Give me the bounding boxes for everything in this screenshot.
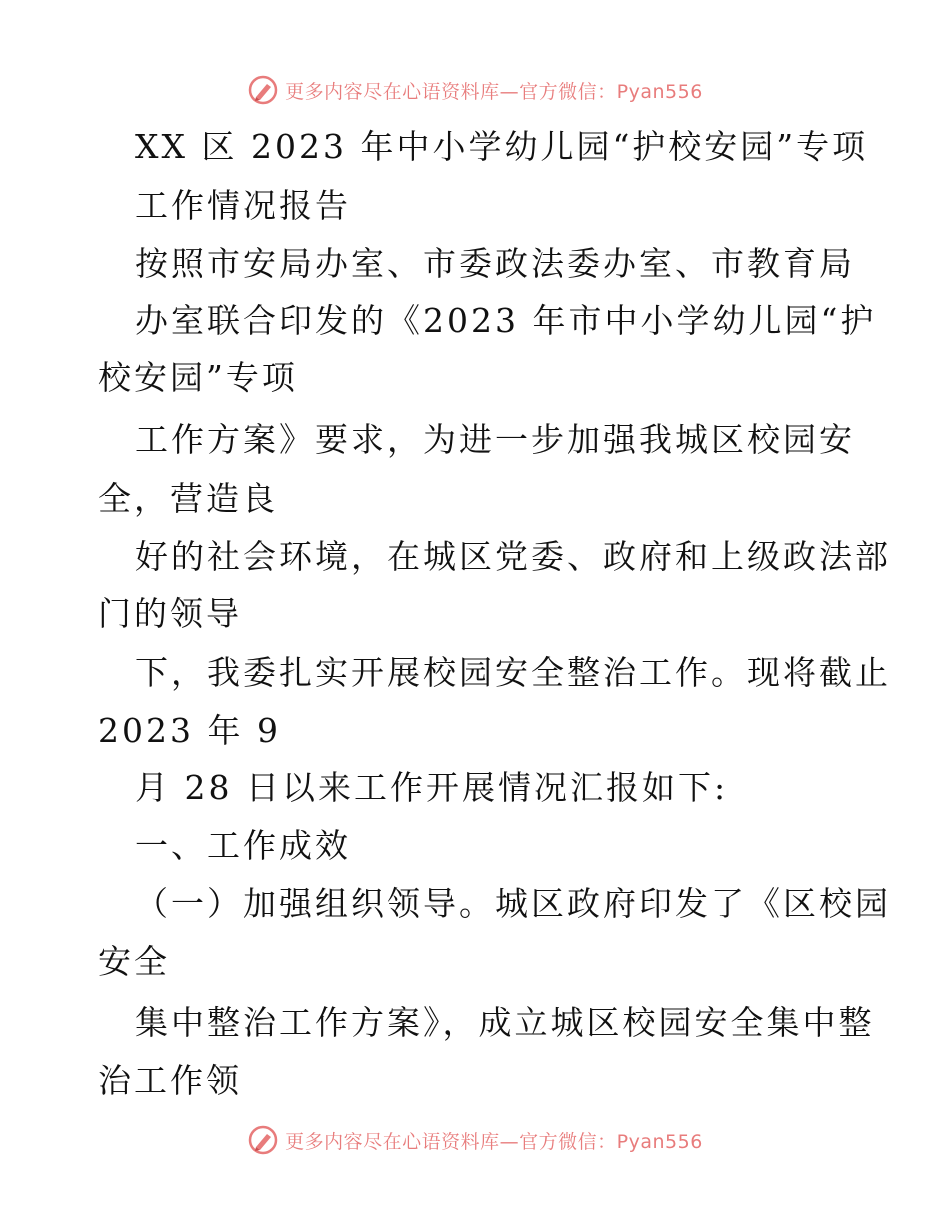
watermark-text: 更多内容尽在心语资料库—官方微信：Pyan556 [285, 1130, 703, 1153]
document-line: 下，我委扎实开展校园安全整治工作。现将截止 [135, 653, 891, 692]
document-line: 2023 年 9 [98, 711, 281, 750]
document-line: 全，营造良 [98, 479, 278, 518]
document-line: 安全 [98, 942, 170, 981]
document-line: 办室联合印发的《2023 年市中小学幼儿园“护 [135, 301, 877, 340]
pen-logo-icon [247, 1124, 279, 1156]
document-line: 校安园”专项 [98, 358, 298, 397]
pen-logo-icon [247, 74, 279, 106]
watermark-footer [0, 1120, 950, 1160]
document-line: 按照市安局办室、市委政法委办室、市教育局 [135, 244, 855, 283]
document-line: 一、工作成效 [135, 826, 351, 865]
watermark-header [0, 70, 950, 110]
document-line: 集中整治工作方案》，成立城区校园安全集中整 [135, 1003, 875, 1042]
watermark-text: 更多内容尽在心语资料库—官方微信：Pyan556 [285, 80, 703, 103]
document-line: 门的领导 [98, 594, 242, 633]
document-line: 工作情况报告 [135, 186, 351, 225]
document-line: 好的社会环境，在城区党委、政府和上级政法部 [135, 537, 891, 576]
document-line: 月 28 日以来工作开展情况汇报如下: [135, 768, 729, 807]
document-line: 工作方案》要求，为进一步加强我城区校园安 [135, 420, 855, 459]
document-line: XX 区 2023 年中小学幼儿园“护校安园”专项 [135, 127, 869, 166]
document-line: （一）加强组织领导。城区政府印发了《区校园 [135, 884, 891, 923]
document-line: 治工作领 [98, 1061, 242, 1100]
